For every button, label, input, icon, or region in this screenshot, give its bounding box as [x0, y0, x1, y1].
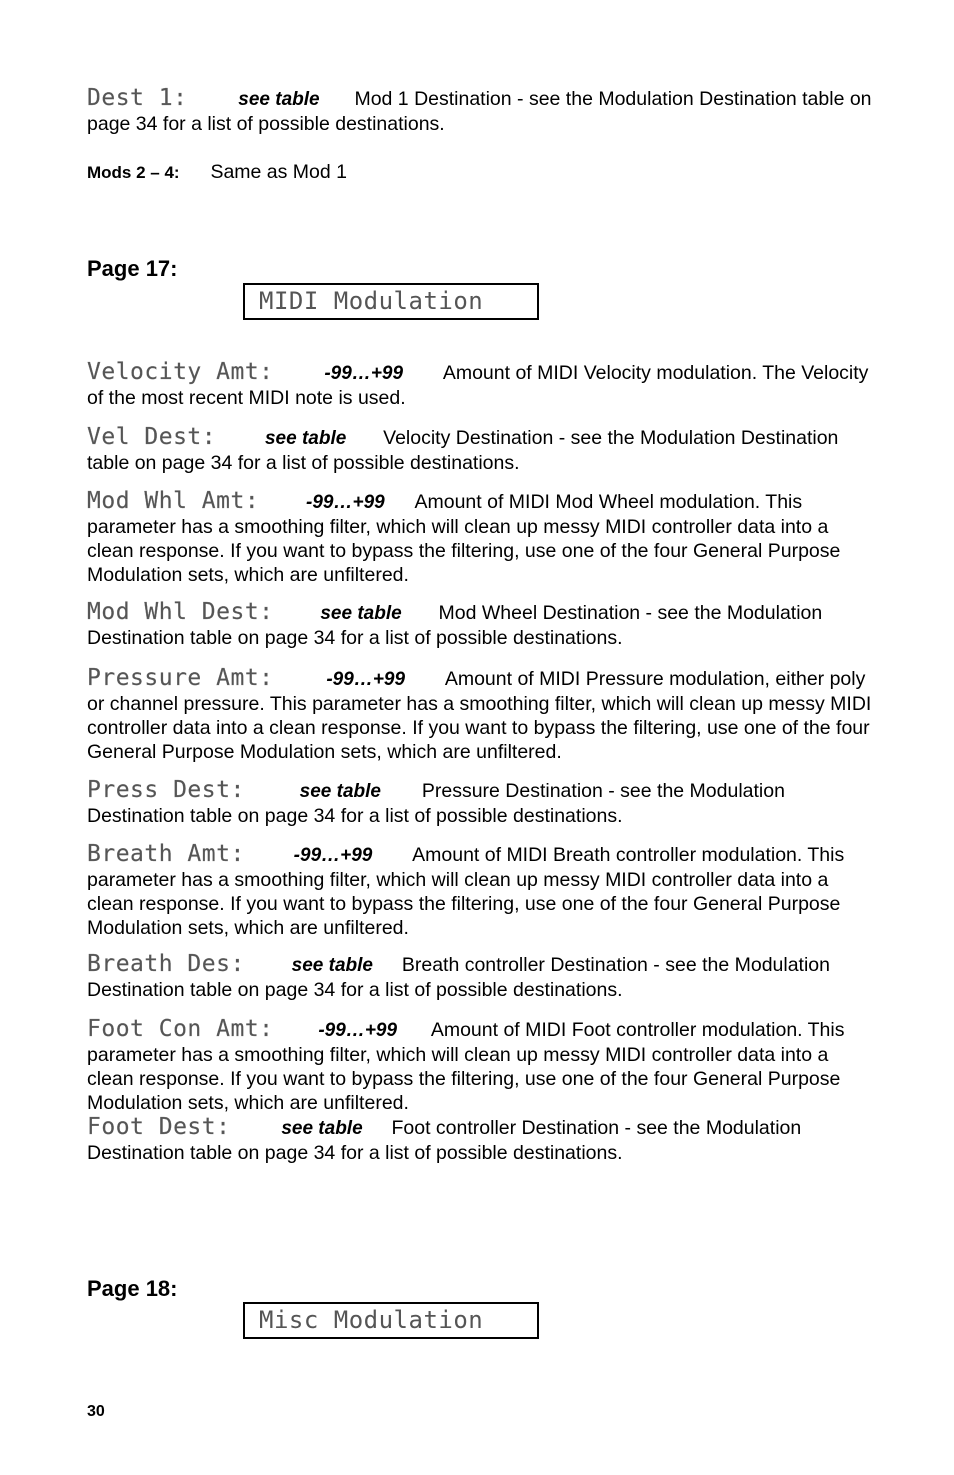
param-description: Pressure Destination - see the Modulation Destination table on page 34 for a list of possible destinations. [87, 780, 785, 827]
param-description: Amount of MIDI Pressure modulation, either poly or channel pressure. This parameter has a smoothing filter, which will clean up messy MIDI controller data into a clean response. If you want to bypass the filtering, use one of the four General Purpose Modulation sets, which are unfiltered. [87, 668, 872, 763]
param-range: -99…+99 [293, 845, 373, 866]
param-range: see table [299, 781, 381, 802]
param-name: Mod Whl Dest: [87, 599, 274, 625]
page-18-heading: Page 18: [87, 1276, 178, 1301]
param-name: Press Dest: [87, 777, 245, 803]
param-range: -99…+99 [324, 363, 404, 384]
param-name: Velocity Amt: [87, 359, 274, 385]
param-entry-mod-whl-amt [87, 489, 877, 587]
lcd-display-misc-modulation: Misc Modulation [243, 1302, 539, 1339]
param-range: see table [264, 428, 347, 449]
param-description: Amount of MIDI Velocity modulation. The Velocity of the most recent MIDI note is used. [87, 362, 869, 409]
param-name: Breath Des: [87, 951, 245, 977]
lcd-display-midi-modulation: MIDI Modulation [243, 283, 539, 320]
param-entry-breath-des [87, 952, 877, 1002]
param-description: Foot controller Destination - see the Modulation Destination table on page 34 for a list of possible destinations. [87, 1117, 802, 1164]
page-17-heading: Page 17: [87, 256, 178, 281]
param-name: Breath Amt: [87, 841, 245, 867]
param-entry-velocity-amt [87, 360, 877, 410]
param-range: -99…+99 [318, 1020, 398, 1041]
param-name: Foot Con Amt: [87, 1016, 274, 1042]
param-entry-dest-1 [87, 86, 877, 136]
param-description: Mod 1 Destination - see the Modulation Destination table on page 34 for a list of possible destinations. [87, 88, 872, 135]
param-description: Amount of MIDI Foot controller modulation. This parameter has a smoothing filter, which will clean up messy MIDI controller data into a clean response. If you want to bypass the filtering, use one of the four General Purpose Modulation sets, which are unfiltered. [87, 1019, 845, 1114]
param-name: Foot Dest: [87, 1114, 231, 1140]
param-range: see table [291, 955, 373, 976]
param-entry-vel-dest [87, 425, 877, 475]
param-range: see table [281, 1118, 363, 1139]
param-name: Mod Whl Amt: [87, 488, 260, 514]
param-range: see table [238, 89, 320, 110]
param-entry-press-dest [87, 778, 877, 828]
param-name: Dest 1: [87, 85, 188, 111]
param-range: -99…+99 [326, 669, 406, 690]
param-entry-breath-amt [87, 842, 877, 940]
param-entry-foot-con-amt [87, 1017, 877, 1115]
param-description: Amount of MIDI Breath controller modulation. This parameter has a smoothing filter, which will clean up messy MIDI controller data into a clean response. If you want to bypass the filtering, use one of the four General Purpose Modulation sets, which are unfiltered. [87, 844, 845, 939]
param-entry-mod-whl-dest [87, 600, 877, 650]
param-entry-pressure-amt [87, 666, 877, 764]
param-name: Vel Dest: [87, 424, 217, 450]
mods-text: Same as Mod 1 [210, 161, 348, 183]
param-range: see table [320, 603, 402, 624]
mods-2-4-entry [87, 160, 877, 185]
param-description: Velocity Destination - see the Modulation Destination table on page 34 for a list of possible destinations. [87, 427, 839, 474]
param-description: Amount of MIDI Mod Wheel modulation. This parameter has a smoothing filter, which will clean up messy MIDI controller data into a clean response. If you want to bypass the filtering, use one of the four General Purpose Modulation sets, which are unfiltered. [87, 491, 841, 586]
param-description: Mod Wheel Destination - see the Modulation Destination table on page 34 for a list of possible destinations. [87, 602, 823, 649]
param-name: Pressure Amt: [87, 665, 274, 691]
param-entry-foot-dest [87, 1115, 877, 1165]
param-range: -99…+99 [306, 492, 385, 513]
page-number: 30 [87, 1403, 105, 1420]
param-description: Breath controller Destination - see the Modulation Destination table on page 34 for a list of possible destinations. [87, 954, 830, 1001]
mods-label: Mods 2 – 4: [87, 163, 180, 182]
